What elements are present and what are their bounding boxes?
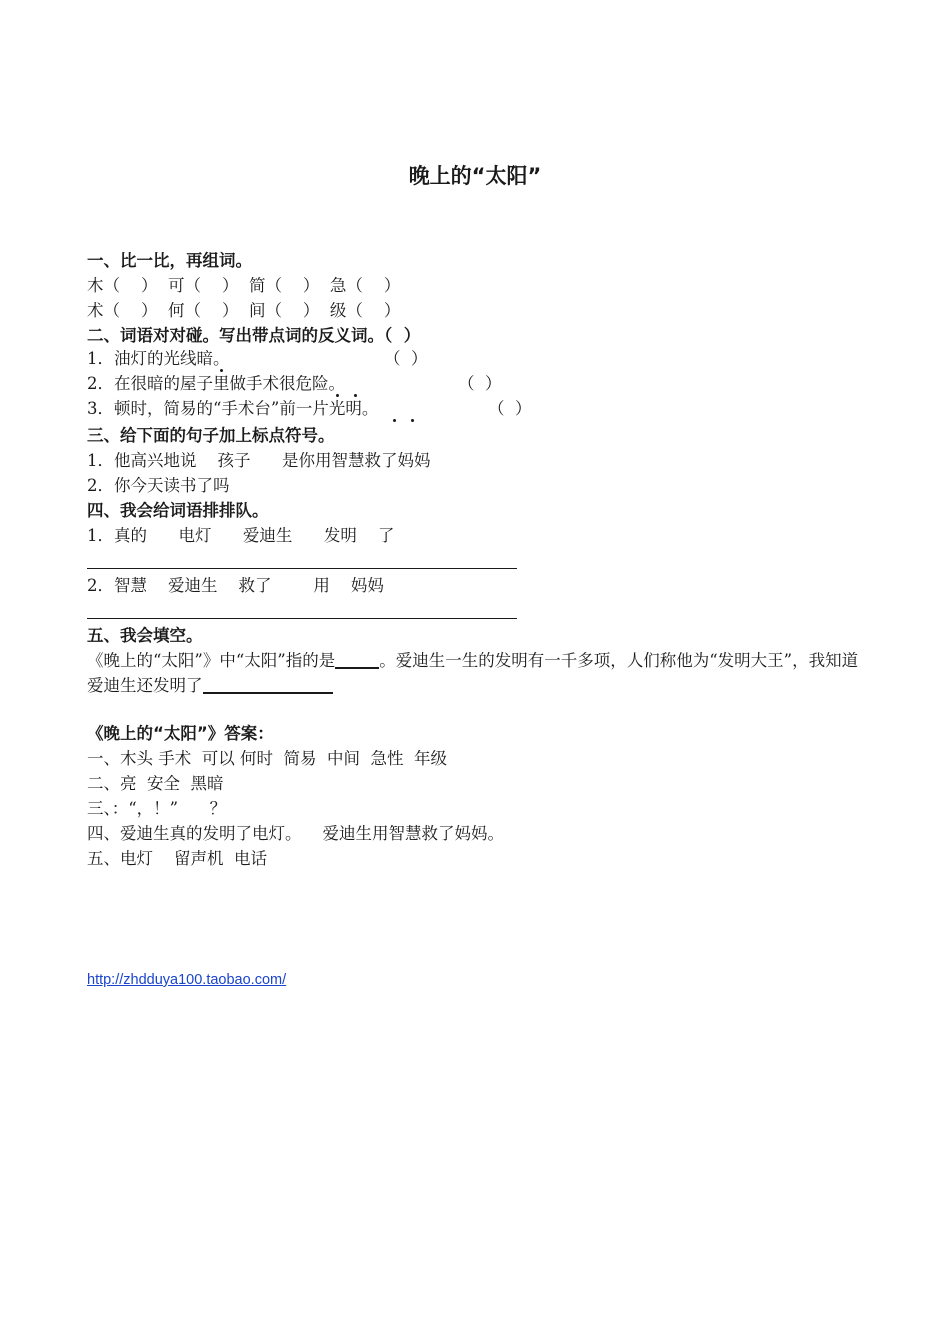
answer-2: 二、亮 安全 黑暗 (87, 774, 224, 793)
answer-5: 五、电灯 留声机 电话 (87, 849, 267, 868)
section-2-item-1-answer-paren: （ ） (384, 349, 428, 368)
page-title: 晚上的“太阳” (408, 164, 542, 188)
emphasis-dot (354, 394, 357, 397)
emphasis-dot (336, 394, 339, 397)
section-5-heading: 五、我会填空。 (87, 626, 203, 645)
answer-line (87, 568, 517, 569)
section-2-item-2-answer-paren: （ ） (458, 374, 502, 393)
answer-3: 三、：“，！” ？ (87, 799, 227, 818)
section-2-item-3-answer-paren: （ ） (488, 399, 532, 418)
section-5-text-a: 《晚上的“太阳”》中“太阳”指的是 (87, 651, 336, 670)
footer-link[interactable]: http://zhdduya100.taobao.com/ (87, 972, 287, 988)
section-2-item-1: 1．油灯的光线暗。 (87, 349, 230, 368)
section-2-heading: 二、词语对对碰。写出带点词的反义词。（ ） (87, 326, 421, 345)
fill-blank (203, 674, 333, 694)
section-2-item-3: 3．顿时，简易的“手术台”前一片光明。 (87, 399, 379, 418)
fill-blank (335, 649, 379, 669)
section-1-row-1: 木（ ） 可（ ） 简（ ） 急（ ） (87, 276, 401, 295)
section-4-item-2: 2．智慧 爱迪生 救了 用 妈妈 (87, 576, 384, 595)
section-1-row-2: 术（ ） 何（ ） 间（ ） 级（ ） (87, 301, 401, 320)
answer-1: 一、木头 手术 可以 何时 简易 中间 急性 年级 (87, 749, 447, 768)
section-5-text-b: 。爱迪生一生的发明有一千多项，人们称他为“发明大王”，我知道爱迪生还发明了 (87, 651, 859, 695)
section-3-heading: 三、给下面的句子加上标点符号。 (87, 426, 335, 445)
emphasis-dot (411, 419, 414, 422)
answer-4: 四、爱迪生真的发明了电灯。 爱迪生用智慧救了妈妈。 (87, 824, 504, 843)
emphasis-dot (393, 419, 396, 422)
section-5-paragraph (87, 648, 872, 698)
section-3-item-1: 1．他高兴地说 孩子 是你用智慧救了妈妈 (87, 451, 431, 470)
section-2-item-2: 2．在很暗的屋子里做手术很危险。 (87, 374, 345, 393)
answers-heading: 《晚上的“太阳”》答案： (87, 724, 274, 743)
section-3-item-2: 2．你今天读书了吗 (87, 476, 230, 495)
section-1-heading: 一、比一比，再组词。 (87, 251, 252, 270)
section-4-heading: 四、我会给词语排排队。 (87, 501, 269, 520)
section-4-item-1: 1．真的 电灯 爱迪生 发明 了 (87, 526, 395, 545)
emphasis-dot (220, 369, 223, 372)
answer-line (87, 618, 517, 619)
